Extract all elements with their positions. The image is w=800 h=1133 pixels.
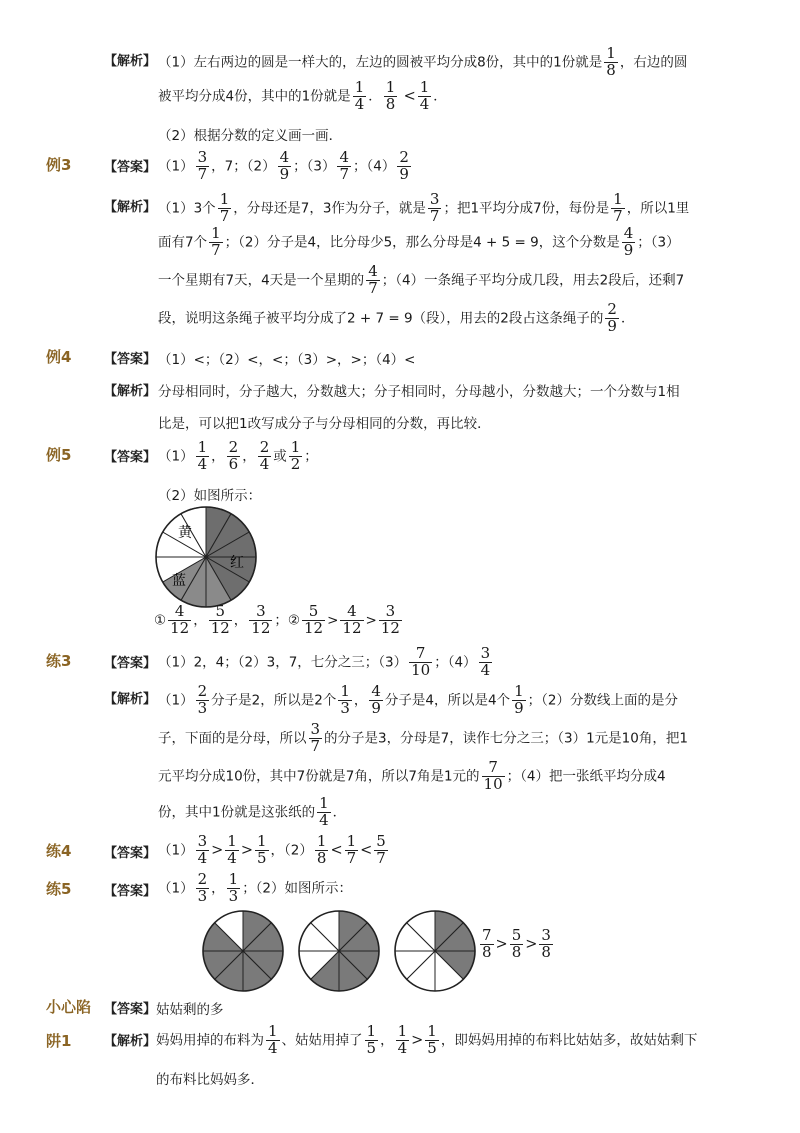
analysis-text-line: （1）3个 $\frac{1}{7}$ ，分母还是7，3作为分子，就是 $\frac{3}{7}$ ；把1平均分成7份，每份是 $\frac{1}{7}$ ，所以1里 xyxy=(158,190,690,225)
fraction-numerator: 1 xyxy=(268,1022,278,1040)
fraction-numerator: 4 xyxy=(371,682,381,700)
fraction-denominator: 3 xyxy=(197,698,208,717)
fraction-numerator: 1 xyxy=(419,78,430,96)
section-label: 例3 xyxy=(46,156,72,174)
fraction-numerator: 3 xyxy=(256,602,266,620)
fraction xyxy=(425,1024,439,1057)
fraction-numerator: 2 xyxy=(399,148,409,166)
fraction xyxy=(196,440,210,473)
fraction xyxy=(227,440,241,473)
fraction xyxy=(317,796,331,829)
answer-tag: 【答案】 xyxy=(104,352,157,367)
analysis-text-line: 分母相同时，分子越大，分数越大；分子相同时，分母越小，分数越大；一个分数与1相 xyxy=(158,384,680,400)
analysis-text-line: 面有7个 $\frac{1}{7}$ ；（2）分子是4，比分母少5，那么分母是4 + 5 = 9，这个分数是 $\frac{4}{9}$ ；（3） xyxy=(158,224,680,259)
analysis-text-line: 份，其中1份就是这张纸的 $\frac{1}{4}$ ． xyxy=(158,794,347,829)
fraction-denominator: 3 xyxy=(197,886,208,905)
fraction-numerator: 1 xyxy=(227,832,237,850)
fraction xyxy=(255,834,269,867)
fraction-denominator: 3 xyxy=(340,698,350,717)
fraction-denominator: 3 xyxy=(228,886,239,905)
fraction-numerator: 1 xyxy=(397,1022,408,1040)
fraction-numerator: 1 xyxy=(197,438,208,456)
fraction-denominator: 5 xyxy=(427,1038,437,1057)
analysis-tag: 【解析】 xyxy=(104,692,157,707)
answer-tag: 【答案】 xyxy=(104,884,157,899)
analysis-text-line: 一个星期有7天，4天是一个星期的 $\frac{4}{7}$ ；（4）一条绳子平均分成几段，用去2段后，还剩7 xyxy=(158,262,685,297)
fraction-numerator: 1 xyxy=(613,190,623,208)
fraction-numerator: 5 xyxy=(308,602,319,620)
analysis-tag: 【解析】 xyxy=(104,384,157,399)
fraction-numerator: 3 xyxy=(480,644,491,662)
fraction xyxy=(196,834,210,867)
analysis-tag: 【解析】 xyxy=(104,200,157,215)
fraction xyxy=(227,872,241,905)
fraction-numerator: 3 xyxy=(541,926,551,944)
fraction-denominator: 7 xyxy=(429,206,440,225)
eighths-circles-figure xyxy=(202,910,484,992)
fraction-numerator: 1 xyxy=(257,832,267,850)
fraction-numerator: 1 xyxy=(385,78,396,96)
fraction xyxy=(539,928,553,961)
fraction-denominator: 9 xyxy=(623,240,634,259)
fraction xyxy=(510,928,524,961)
fraction xyxy=(337,150,351,183)
fraction xyxy=(409,646,432,679)
fraction-numerator: 4 xyxy=(347,602,357,620)
fraction xyxy=(196,150,210,183)
answer-line: （1）2，4；（2）3，7，七分之三；（3） $\frac{7}{10}$ ；（4） $\frac{3}{4}$ xyxy=(158,644,491,679)
fraction xyxy=(309,722,323,755)
fraction-denominator: 4 xyxy=(268,1038,278,1057)
fraction-denominator: 4 xyxy=(197,454,208,473)
answer-line: $\frac{7}{8}$ > $\frac{5}{8}$ > $\frac{3}{8}$ xyxy=(482,926,551,961)
analysis-text-line: （1） $\frac{2}{3}$ 分子是2，所以是2个 $\frac{1}{3}$ ， $\frac{4}{9}$ 分子是4，所以是4个 $\frac{1}{9}$ ；（2）分数线上面的是分 xyxy=(158,682,678,717)
fraction xyxy=(345,834,359,867)
fraction-denominator: 8 xyxy=(511,942,522,961)
fraction xyxy=(315,834,329,867)
answer-line: 姑姑剩的多 xyxy=(156,1002,224,1018)
fraction-numerator: 1 xyxy=(290,438,301,456)
fraction-denominator: 8 xyxy=(385,94,396,113)
analysis-text-line: 比是，可以把1改写成分子与分母相同的分数，再比较． xyxy=(158,416,491,432)
fraction xyxy=(384,80,398,113)
fraction xyxy=(340,604,363,637)
answer-tag: 【答案】 xyxy=(104,656,157,671)
fraction xyxy=(196,684,210,717)
fraction-numerator: 2 xyxy=(197,870,208,888)
fraction xyxy=(428,192,442,225)
fraction xyxy=(302,604,325,637)
fraction xyxy=(418,80,432,113)
fraction-denominator: 8 xyxy=(482,942,492,961)
fraction-denominator: 9 xyxy=(514,698,524,717)
answer-line: （1） $\frac{2}{3}$ ， $\frac{1}{3}$ ；（2）如图所示： xyxy=(158,870,353,905)
fraction-denominator: 9 xyxy=(371,698,381,717)
fraction xyxy=(482,760,505,793)
answer-line: （1） $\frac{3}{7}$ ，7；（2） $\frac{4}{9}$ ；（3） $\frac{4}{7}$ ；（4） $\frac{2}{9}$ xyxy=(158,148,409,183)
fraction-numerator: 1 xyxy=(346,832,357,850)
fraction-denominator: 7 xyxy=(376,848,386,867)
fraction-denominator: 7 xyxy=(346,848,357,867)
answer-line: ① $\frac{4}{12}$ ， $\frac{5}{12}$ ， $\frac{3}{12}$ ；② $\frac{5}{12}$ > $\frac{4}{12}$ > $\frac{3}{12}$ xyxy=(154,602,400,637)
section-label: 小心陷 xyxy=(46,998,92,1016)
fraction-numerator: 3 xyxy=(385,602,396,620)
fraction-denominator: 4 xyxy=(319,810,329,829)
fraction xyxy=(365,1024,379,1057)
fraction-numerator: 2 xyxy=(259,438,270,456)
fraction xyxy=(512,684,526,717)
analysis-text-line: （2）如图所示： xyxy=(158,488,262,504)
fraction xyxy=(397,150,411,183)
fraction xyxy=(604,46,618,79)
fraction-numerator: 5 xyxy=(511,926,522,944)
answer-tag: 【答案】 xyxy=(104,1002,157,1017)
fraction xyxy=(622,226,636,259)
fraction-numerator: 3 xyxy=(197,832,208,850)
analysis-text-line: 元平均分成10份，其中7份就是7角，所以7角是1元的 $\frac{7}{10}$ ；（4）把一张纸平均分成4 xyxy=(158,758,666,793)
fraction-denominator: 5 xyxy=(257,848,267,867)
fraction-denominator: 7 xyxy=(339,164,350,183)
fraction-denominator: 8 xyxy=(606,60,616,79)
fraction-numerator: 1 xyxy=(211,224,221,242)
fraction xyxy=(366,264,380,297)
fraction-denominator: 4 xyxy=(419,94,430,113)
fraction xyxy=(338,684,352,717)
fraction-numerator: 5 xyxy=(376,832,386,850)
fraction-numerator: 3 xyxy=(429,190,440,208)
fraction-numerator: 4 xyxy=(368,262,378,280)
analysis-tag: 【解析】 xyxy=(104,1034,157,1049)
fraction xyxy=(225,834,239,867)
fraction-numerator: 2 xyxy=(607,300,617,318)
analysis-tag: 【解析】 xyxy=(104,54,157,69)
fraction xyxy=(209,604,232,637)
answer-line: （1） $\frac{3}{4}$ > $\frac{1}{4}$ > $\frac{1}{5}$ ，（2） $\frac{1}{8}$ < $\frac{1}{7}$ < $\frac{5}{7}$ xyxy=(158,832,386,867)
fraction xyxy=(480,928,494,961)
fraction xyxy=(209,226,223,259)
fraction xyxy=(218,192,232,225)
fraction-denominator: 5 xyxy=(366,1038,377,1057)
fraction-denominator: 7 xyxy=(310,736,321,755)
fraction-numerator: 4 xyxy=(339,148,350,166)
answer-tag: 【答案】 xyxy=(104,160,157,175)
fraction-numerator: 4 xyxy=(174,602,185,620)
analysis-text-line: （1）左右两边的圆是一样大的，左边的圆被平均分成8份，其中的1份就是 $\frac{1}{8}$ ，右边的圆 xyxy=(158,44,688,79)
fraction-numerator: 4 xyxy=(279,148,290,166)
analysis-text-line: 妈妈用掉的布料为 $\frac{1}{4}$ 、姑姑用掉了 $\frac{1}{5}$ ， $\frac{1}{4}$ > $\frac{1}{5}$ ，即妈妈用掉的布料比姑姑多，故姑姑剩下 xyxy=(156,1022,698,1057)
fraction-denominator: 4 xyxy=(480,660,491,679)
analysis-text-line: （2）根据分数的定义画一画． xyxy=(158,128,343,144)
fraction-denominator: 9 xyxy=(399,164,409,183)
fraction xyxy=(353,80,367,113)
answer-line: （1）<；（2）<，<；（3）>，>；（4）< xyxy=(158,352,416,368)
fraction-numerator: 3 xyxy=(197,148,208,166)
fraction-numerator: 7 xyxy=(488,758,498,776)
fraction xyxy=(379,604,402,637)
fraction-denominator: 12 xyxy=(210,618,230,637)
fraction-denominator: 7 xyxy=(197,164,208,183)
section-label: 练4 xyxy=(46,842,72,860)
fraction-denominator: 7 xyxy=(211,240,221,259)
fraction-numerator: 3 xyxy=(310,720,321,738)
fraction-denominator: 4 xyxy=(354,94,365,113)
pie-label-red: 红 xyxy=(230,555,244,571)
section-label: 例4 xyxy=(46,348,72,366)
answer-tag: 【答案】 xyxy=(104,450,157,465)
analysis-text-line: 的布料比妈妈多． xyxy=(156,1072,264,1088)
fraction-numerator: 1 xyxy=(606,44,616,62)
answer-line: （1） $\frac{1}{4}$ ， $\frac{2}{6}$ ， $\frac{2}{4}$ 或 $\frac{1}{2}$ ； xyxy=(158,438,318,473)
fraction-denominator: 4 xyxy=(227,848,237,867)
fraction-numerator: 1 xyxy=(514,682,524,700)
section-label: 阱1 xyxy=(46,1032,72,1050)
fraction-denominator: 12 xyxy=(170,618,190,637)
analysis-text-line: 子，下面的是分母，所以 $\frac{3}{7}$ 的分子是3，分母是7，读作七分之三；（3）1元是10角，把1 xyxy=(158,720,688,755)
fraction-denominator: 10 xyxy=(411,660,431,679)
fraction-numerator: 1 xyxy=(228,870,239,888)
fraction xyxy=(168,604,191,637)
fraction-denominator: 4 xyxy=(259,454,270,473)
pie-label-yellow: 黄 xyxy=(178,525,192,541)
fraction-denominator: 7 xyxy=(219,206,230,225)
fraction xyxy=(605,302,619,335)
fraction xyxy=(396,1024,410,1057)
fraction xyxy=(266,1024,280,1057)
fraction-denominator: 12 xyxy=(380,618,400,637)
fraction-denominator: 2 xyxy=(290,454,301,473)
fraction-denominator: 12 xyxy=(251,618,271,637)
analysis-text-line: 被平均分成4份，其中的1份就是 $\frac{1}{4}$ ． $\frac{1}{8}$ < $\frac{1}{4}$ ． xyxy=(158,78,447,113)
fraction xyxy=(611,192,625,225)
fraction-denominator: 9 xyxy=(607,316,617,335)
fraction-denominator: 8 xyxy=(541,942,551,961)
colored-pie-figure xyxy=(154,505,258,609)
fraction-numerator: 2 xyxy=(228,438,239,456)
analysis-text-line: 段，说明这条绳子被平均分成了2 + 7 = 9（段），用去的2段占这条绳子的 $\frac{2}{9}$ ． xyxy=(158,300,635,335)
fraction-denominator: 4 xyxy=(397,1038,408,1057)
fraction-numerator: 2 xyxy=(197,682,208,700)
fraction-numerator: 1 xyxy=(340,682,350,700)
fraction-denominator: 7 xyxy=(368,278,378,297)
fraction-numerator: 5 xyxy=(215,602,226,620)
fraction-numerator: 1 xyxy=(316,832,327,850)
section-label: 例5 xyxy=(46,446,72,464)
answer-tag: 【答案】 xyxy=(104,846,157,861)
fraction xyxy=(479,646,493,679)
fraction xyxy=(289,440,303,473)
fraction xyxy=(249,604,272,637)
section-label: 练3 xyxy=(46,652,72,670)
fraction xyxy=(196,872,210,905)
fraction-numerator: 7 xyxy=(415,644,426,662)
fraction-numerator: 1 xyxy=(319,794,329,812)
fraction-denominator: 4 xyxy=(197,848,208,867)
fraction-denominator: 12 xyxy=(304,618,324,637)
fraction-numerator: 4 xyxy=(623,224,634,242)
fraction-numerator: 1 xyxy=(366,1022,377,1040)
fraction xyxy=(374,834,388,867)
fraction-denominator: 9 xyxy=(279,164,290,183)
fraction-numerator: 1 xyxy=(354,78,365,96)
fraction xyxy=(258,440,272,473)
fraction-numerator: 1 xyxy=(427,1022,437,1040)
pie-label-blue: 蓝 xyxy=(172,573,186,589)
fraction-denominator: 12 xyxy=(342,618,362,637)
fraction xyxy=(278,150,292,183)
fraction-numerator: 1 xyxy=(219,190,230,208)
fraction-denominator: 10 xyxy=(483,774,503,793)
fraction-denominator: 6 xyxy=(228,454,239,473)
fraction-denominator: 8 xyxy=(316,848,327,867)
fraction-denominator: 7 xyxy=(613,206,623,225)
fraction-numerator: 7 xyxy=(482,926,492,944)
fraction xyxy=(369,684,383,717)
section-label: 练5 xyxy=(46,880,72,898)
